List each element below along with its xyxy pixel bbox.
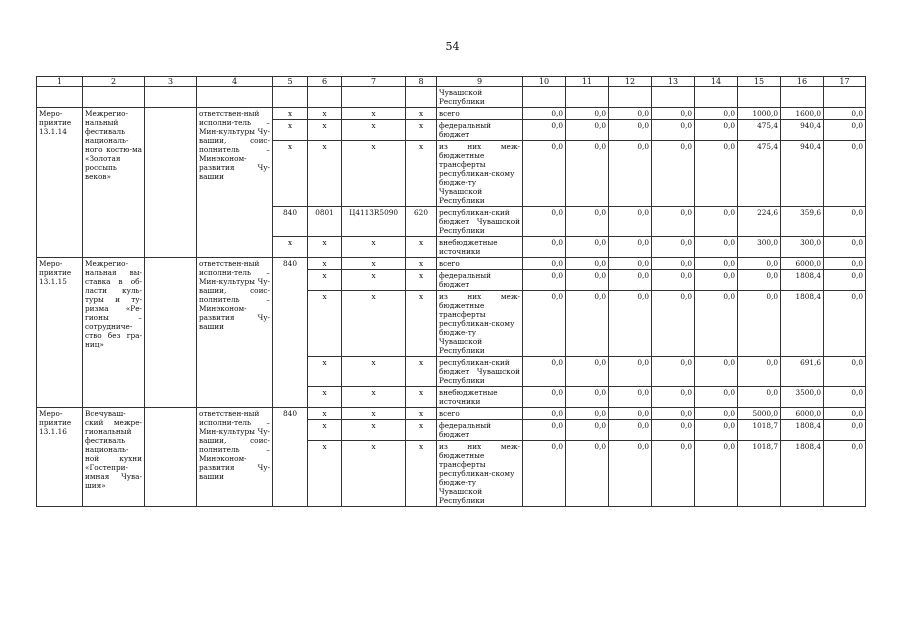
year-value: 0,0 — [824, 120, 866, 141]
year-value: 0,0 — [609, 387, 652, 408]
gov-code: x — [273, 120, 308, 141]
year-value: 0,0 — [609, 207, 652, 237]
gov-code: 840 — [273, 408, 308, 507]
year-value: 0,0 — [566, 441, 609, 507]
year-value: 0,0 — [652, 441, 695, 507]
year-value: 0,0 — [523, 237, 566, 258]
funding-source: из них меж-бюджетные трансферты республикан-скому бюдже-ту Чувашской Республики — [437, 291, 523, 357]
year-value: 0,0 — [609, 408, 652, 420]
year-value: 0,0 — [824, 108, 866, 120]
target-code: x — [342, 141, 406, 207]
column-number: 17 — [824, 77, 866, 87]
measure-number: Меро-приятие 13.1.15 — [37, 258, 83, 408]
year-value: 0,0 — [566, 420, 609, 441]
empty-cell — [824, 87, 866, 108]
column-number: 12 — [609, 77, 652, 87]
expense-type: x — [406, 258, 437, 270]
year-value: 0,0 — [824, 141, 866, 207]
target-code: x — [342, 258, 406, 270]
gov-code: x — [273, 108, 308, 120]
expense-type: x — [406, 387, 437, 408]
year-value: 1808,4 — [781, 420, 824, 441]
year-value: 1808,4 — [781, 270, 824, 291]
year-value: 0,0 — [566, 120, 609, 141]
year-value: 0,0 — [695, 237, 738, 258]
year-value: 0,0 — [609, 108, 652, 120]
year-value: 0,0 — [824, 258, 866, 270]
target-code: Ц4113R5090 — [342, 207, 406, 237]
year-value: 0,0 — [695, 207, 738, 237]
funding-source: федеральный бюджет — [437, 270, 523, 291]
measure-number: Меро-приятие 13.1.16 — [37, 408, 83, 507]
year-value: 1808,4 — [781, 291, 824, 357]
year-value: 0,0 — [609, 141, 652, 207]
page-number: 54 — [445, 40, 460, 53]
year-value: 0,0 — [695, 441, 738, 507]
expense-type: x — [406, 141, 437, 207]
responsible-executor: ответствен-ный исполни-тель – Мин-культуры Чу-вашии, соис-полнитель – Минэконом-развития Чу-вашии — [197, 258, 273, 408]
responsible-executor: ответствен-ный исполни-тель – Мин-культуры Чу-вашии, соис-полнитель – Минэконом-развития Чу-вашии — [197, 108, 273, 258]
target-code: x — [342, 291, 406, 357]
year-value: 0,0 — [566, 408, 609, 420]
gov-code: x — [273, 237, 308, 258]
year-value: 0,0 — [566, 108, 609, 120]
year-value: 0,0 — [609, 258, 652, 270]
year-value: 0,0 — [652, 420, 695, 441]
section-code: x — [308, 258, 342, 270]
year-value: 0,0 — [738, 291, 781, 357]
funding-source: республикан-ский бюджет Чувашской Республики — [437, 357, 523, 387]
year-value: 0,0 — [566, 258, 609, 270]
empty-cell — [308, 87, 342, 108]
empty-cell — [83, 87, 145, 108]
year-value: 6000,0 — [781, 258, 824, 270]
target-code: x — [342, 408, 406, 420]
empty-cell — [523, 87, 566, 108]
measure-name: Межрегио-нальная вы-ставка в об-ласти куль-туры и ту-ризма «Ре-гионы – сотрудниче-ство без гра-ниц» — [83, 258, 145, 408]
section-code: x — [308, 108, 342, 120]
year-value: 0,0 — [523, 387, 566, 408]
year-value: 359,6 — [781, 207, 824, 237]
year-value: 0,0 — [609, 291, 652, 357]
section-code: x — [308, 441, 342, 507]
empty-cell — [342, 87, 406, 108]
empty-cell — [738, 87, 781, 108]
column-number: 1 — [37, 77, 83, 87]
year-value: 300,0 — [781, 237, 824, 258]
year-value: 0,0 — [566, 387, 609, 408]
year-value: 6000,0 — [781, 408, 824, 420]
empty-cell — [609, 87, 652, 108]
section-code: x — [308, 420, 342, 441]
year-value: 691,6 — [781, 357, 824, 387]
section-code: x — [308, 408, 342, 420]
header-row — [37, 77, 866, 87]
section-code: x — [308, 237, 342, 258]
year-value: 0,0 — [695, 387, 738, 408]
expense-type: x — [406, 408, 437, 420]
year-value: 0,0 — [609, 441, 652, 507]
year-value: 0,0 — [824, 420, 866, 441]
gov-code: x — [273, 141, 308, 207]
year-value: 0,0 — [523, 120, 566, 141]
table-row — [37, 258, 866, 270]
year-value: 0,0 — [652, 258, 695, 270]
gov-code: 840 — [273, 207, 308, 237]
year-value: 0,0 — [652, 291, 695, 357]
gov-code: 840 — [273, 258, 308, 408]
year-value: 3500,0 — [781, 387, 824, 408]
target-code: x — [342, 270, 406, 291]
empty-cell — [695, 87, 738, 108]
year-value: 0,0 — [609, 120, 652, 141]
column-number: 11 — [566, 77, 609, 87]
column-number: 7 — [342, 77, 406, 87]
target-code: x — [342, 108, 406, 120]
year-value: 0,0 — [652, 357, 695, 387]
year-value: 0,0 — [652, 408, 695, 420]
target-code: x — [342, 441, 406, 507]
year-value: 0,0 — [523, 108, 566, 120]
empty-cell — [652, 87, 695, 108]
year-value: 0,0 — [695, 270, 738, 291]
funding-source: федеральный бюджет — [437, 420, 523, 441]
section-code: x — [308, 291, 342, 357]
measure-name: Всечуваш-ский межре-гиональный фестиваль националь-ной кухни «Гостепри-имная Чува-шия» — [83, 408, 145, 507]
year-value: 1018,7 — [738, 420, 781, 441]
target-code: x — [342, 387, 406, 408]
empty-cell — [37, 87, 83, 108]
budget-table — [36, 76, 866, 507]
year-value: 224,6 — [738, 207, 781, 237]
expense-type: 620 — [406, 207, 437, 237]
column-number: 14 — [695, 77, 738, 87]
year-value: 0,0 — [652, 108, 695, 120]
year-value: 0,0 — [695, 420, 738, 441]
year-value: 0,0 — [566, 141, 609, 207]
expense-type: x — [406, 270, 437, 291]
year-value: 0,0 — [523, 270, 566, 291]
expense-type: x — [406, 357, 437, 387]
year-value: 1018,7 — [738, 441, 781, 507]
year-value: 0,0 — [523, 420, 566, 441]
expense-type: x — [406, 237, 437, 258]
column-number: 6 — [308, 77, 342, 87]
year-value: 0,0 — [824, 408, 866, 420]
column-number: 13 — [652, 77, 695, 87]
year-value: 0,0 — [566, 357, 609, 387]
year-value: 0,0 — [609, 237, 652, 258]
expense-type: x — [406, 108, 437, 120]
column-number: 4 — [197, 77, 273, 87]
column-number: 9 — [437, 77, 523, 87]
year-value: 0,0 — [566, 237, 609, 258]
measure-number: Меро-приятие 13.1.14 — [37, 108, 83, 258]
year-value: 940,4 — [781, 120, 824, 141]
year-value: 0,0 — [523, 141, 566, 207]
year-value: 0,0 — [523, 408, 566, 420]
year-value: 300,0 — [738, 237, 781, 258]
year-value: 0,0 — [695, 120, 738, 141]
year-value: 0,0 — [738, 387, 781, 408]
year-value: 0,0 — [695, 357, 738, 387]
year-value: 0,0 — [566, 270, 609, 291]
year-value: 0,0 — [824, 291, 866, 357]
year-value: 0,0 — [652, 120, 695, 141]
funding-source: федеральный бюджет — [437, 120, 523, 141]
section-code: x — [308, 270, 342, 291]
section-code: 0801 — [308, 207, 342, 237]
year-value: 0,0 — [609, 270, 652, 291]
target-code: x — [342, 237, 406, 258]
year-value: 0,0 — [695, 108, 738, 120]
funding-source-cell: Чувашской Республики — [437, 87, 523, 108]
responsible-executor: ответствен-ный исполни-тель – Мин-культуры Чу-вашии, соис-полнитель – Минэконом-развития Чу-вашии — [197, 408, 273, 507]
table-row — [37, 108, 866, 120]
expense-type: x — [406, 420, 437, 441]
year-value: 0,0 — [652, 237, 695, 258]
empty-cell — [273, 87, 308, 108]
year-value: 0,0 — [523, 207, 566, 237]
year-value: 0,0 — [738, 270, 781, 291]
column-number: 8 — [406, 77, 437, 87]
year-value: 0,0 — [523, 291, 566, 357]
empty-cell — [566, 87, 609, 108]
year-value: 0,0 — [523, 357, 566, 387]
year-value: 0,0 — [738, 357, 781, 387]
funding-source: внебюджетные источники — [437, 237, 523, 258]
expense-type: x — [406, 441, 437, 507]
year-value: 1808,4 — [781, 441, 824, 507]
column-number: 5 — [273, 77, 308, 87]
year-value: 0,0 — [738, 258, 781, 270]
year-value: 1000,0 — [738, 108, 781, 120]
year-value: 475,4 — [738, 120, 781, 141]
funding-source: всего — [437, 258, 523, 270]
year-value: 0,0 — [523, 441, 566, 507]
empty-cell — [781, 87, 824, 108]
year-value: 0,0 — [652, 141, 695, 207]
year-value: 0,0 — [523, 258, 566, 270]
table-row — [37, 408, 866, 420]
year-value: 1600,0 — [781, 108, 824, 120]
year-value: 0,0 — [824, 270, 866, 291]
section-code: x — [308, 141, 342, 207]
year-value: 0,0 — [695, 258, 738, 270]
year-value: 0,0 — [609, 357, 652, 387]
year-value: 940,4 — [781, 141, 824, 207]
year-value: 5000,0 — [738, 408, 781, 420]
column-number: 2 — [83, 77, 145, 87]
year-value: 0,0 — [652, 270, 695, 291]
year-value: 0,0 — [695, 141, 738, 207]
column-number: 10 — [523, 77, 566, 87]
year-value: 0,0 — [824, 441, 866, 507]
funding-source: из них меж-бюджетные трансферты республикан-скому бюдже-ту Чувашской Республики — [437, 141, 523, 207]
expense-type: x — [406, 120, 437, 141]
column-number: 3 — [145, 77, 197, 87]
empty-cell — [406, 87, 437, 108]
funding-source: республикан-ский бюджет Чувашской Республики — [437, 207, 523, 237]
expense-type: x — [406, 291, 437, 357]
year-value: 0,0 — [695, 408, 738, 420]
target-code: x — [342, 120, 406, 141]
empty-cell — [145, 258, 197, 408]
target-code: x — [342, 420, 406, 441]
column-number: 15 — [738, 77, 781, 87]
year-value: 0,0 — [566, 207, 609, 237]
year-value: 0,0 — [824, 207, 866, 237]
column-number: 16 — [781, 77, 824, 87]
target-code: x — [342, 357, 406, 387]
year-value: 0,0 — [566, 291, 609, 357]
funding-source: из них меж-бюджетные трансферты республикан-скому бюдже-ту Чувашской Республики — [437, 441, 523, 507]
continuation-row — [37, 87, 866, 108]
empty-cell — [145, 408, 197, 507]
empty-cell — [145, 87, 197, 108]
year-value: 0,0 — [695, 291, 738, 357]
year-value: 0,0 — [609, 420, 652, 441]
funding-source: внебюджетные источники — [437, 387, 523, 408]
funding-source: всего — [437, 108, 523, 120]
funding-source: всего — [437, 408, 523, 420]
empty-cell — [145, 108, 197, 258]
empty-cell — [197, 87, 273, 108]
year-value: 475,4 — [738, 141, 781, 207]
section-code: x — [308, 357, 342, 387]
year-value: 0,0 — [652, 387, 695, 408]
section-code: x — [308, 387, 342, 408]
year-value: 0,0 — [824, 237, 866, 258]
measure-name: Межрегио-нальный фестиваль националь-ного костю-ма «Золотая россыпь веков» — [83, 108, 145, 258]
year-value: 0,0 — [824, 387, 866, 408]
year-value: 0,0 — [652, 207, 695, 237]
year-value: 0,0 — [824, 357, 866, 387]
section-code: x — [308, 120, 342, 141]
